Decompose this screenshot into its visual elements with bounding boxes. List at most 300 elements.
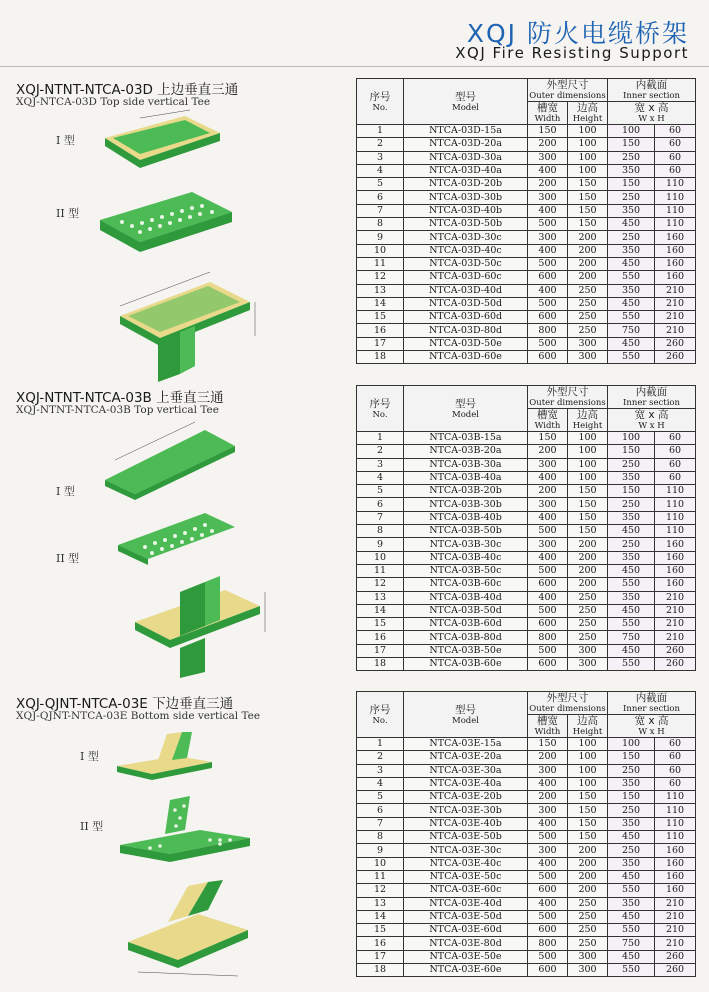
cell-ih: 60 [655,458,696,471]
cell-no: 13 [357,897,404,910]
cell-no: 8 [357,525,404,538]
cell-model: NTCA-03B-60d [404,618,528,631]
cell-w: 500 [528,604,568,617]
cell-w: 400 [528,591,568,604]
cell-no: 18 [357,351,404,364]
cell-w: 400 [528,511,568,524]
cell-ih: 210 [655,897,696,910]
cell-model: NTCA-03E-20b [404,791,528,804]
cell-ih: 60 [655,432,696,445]
section-2-type1-label: I 型 [56,485,75,498]
cell-no: 14 [357,910,404,923]
cell-model: NTCA-03E-40a [404,777,528,790]
table-row [357,151,696,164]
cell-model: NTCA-03E-50b [404,831,528,844]
cell-h: 200 [568,271,608,284]
cell-no: 1 [357,125,404,138]
cell-ih: 110 [655,218,696,231]
col-no-header: 序号 No. [357,386,404,432]
cell-iw: 100 [608,125,655,138]
cell-w: 600 [528,618,568,631]
cell-model: NTCA-03B-60e [404,658,528,671]
table-row [357,578,696,591]
table-row [357,244,696,257]
table-row [357,910,696,923]
cell-model: NTCA-03B-40b [404,511,528,524]
table-row [357,658,696,671]
cell-iw: 100 [608,432,655,445]
cell-iw: 350 [608,471,655,484]
cell-h: 250 [568,897,608,910]
cell-model: NTCA-03B-20a [404,445,528,458]
table-row [357,471,696,484]
section-2-type2-label: II 型 [56,552,80,565]
cell-h: 100 [568,751,608,764]
cell-w: 500 [528,950,568,963]
header-divider [0,66,709,67]
table-row [357,324,696,337]
cell-no: 17 [357,950,404,963]
cell-model: NTCA-03B-60c [404,578,528,591]
cell-h: 300 [568,964,608,977]
cell-model: NTCA-03D-30c [404,231,528,244]
cell-model: NTCA-03D-60e [404,351,528,364]
cell-iw: 350 [608,244,655,257]
table-row [357,817,696,830]
cell-model: NTCA-03B-80d [404,631,528,644]
cell-w: 400 [528,777,568,790]
table-row [357,125,696,138]
table-row [357,204,696,217]
cell-h: 250 [568,937,608,950]
cell-w: 600 [528,964,568,977]
cell-model: NTCA-03B-30b [404,498,528,511]
cell-w: 200 [528,485,568,498]
section-1-type2-tray-illustration [92,180,242,260]
cell-iw: 450 [608,644,655,657]
cell-iw: 350 [608,204,655,217]
cell-h: 100 [568,151,608,164]
section-3-type1-tray-illustration [112,728,222,783]
cell-model: NTCA-03D-80d [404,324,528,337]
cell-w: 600 [528,658,568,671]
cell-w: 500 [528,644,568,657]
table-row [357,738,696,751]
cell-w: 300 [528,538,568,551]
cell-no: 15 [357,924,404,937]
cell-h: 150 [568,831,608,844]
cell-w: 400 [528,471,568,484]
cell-h: 100 [568,125,608,138]
cell-h: 200 [568,257,608,270]
cell-ih: 210 [655,604,696,617]
table-row [357,644,696,657]
cell-h: 250 [568,591,608,604]
cell-w: 500 [528,831,568,844]
table-row [357,897,696,910]
cell-model: NTCA-03D-40a [404,164,528,177]
cell-ih: 60 [655,738,696,751]
cell-iw: 250 [608,231,655,244]
cell-h: 100 [568,445,608,458]
cell-model: NTCA-03D-50c [404,257,528,270]
cell-no: 4 [357,777,404,790]
cell-w: 500 [528,337,568,350]
table-row [357,458,696,471]
cell-w: 400 [528,551,568,564]
cell-no: 9 [357,538,404,551]
cell-h: 200 [568,231,608,244]
table-row [357,337,696,350]
cell-w: 200 [528,445,568,458]
col-inner-wh-header: 宽 x 高 W x H [608,409,696,432]
cell-iw: 450 [608,831,655,844]
page-title-en: XQJ Fire Resisting Support [455,44,689,62]
cell-h: 250 [568,924,608,937]
cell-model: NTCA-03B-20b [404,485,528,498]
cell-w: 200 [528,791,568,804]
table-row [357,271,696,284]
cell-iw: 750 [608,937,655,950]
cell-w: 400 [528,164,568,177]
section-3-subtitle: XQJ-QJNT-NTCA-03E Bottom side vertical Tee [16,710,261,722]
cell-ih: 210 [655,937,696,950]
section-3-type2-tray-illustration [110,790,260,865]
cell-w: 500 [528,870,568,883]
cell-iw: 150 [608,791,655,804]
cell-model: NTCA-03D-30a [404,151,528,164]
table-row [357,485,696,498]
section-2-type1-tray-illustration [95,420,245,500]
cell-ih: 60 [655,445,696,458]
section-1-type2-label: II 型 [56,207,80,220]
col-width-header: 槽宽 Width [528,409,568,432]
cell-model: NTCA-03D-20a [404,138,528,151]
cell-no: 17 [357,337,404,350]
table-row [357,231,696,244]
cell-no: 16 [357,937,404,950]
cell-model: NTCA-03B-15a [404,432,528,445]
cell-iw: 350 [608,777,655,790]
cell-ih: 160 [655,538,696,551]
cell-no: 12 [357,578,404,591]
table-row [357,138,696,151]
col-outer-header: 外型尺寸 Outer dimensions [529,79,606,101]
cell-model: NTCA-03D-30b [404,191,528,204]
cell-model: NTCA-03D-40c [404,244,528,257]
col-model-header: 型号 Model [404,79,528,125]
col-model-header: 型号 Model [404,692,528,738]
cell-w: 600 [528,311,568,324]
cell-h: 150 [568,485,608,498]
cell-ih: 60 [655,151,696,164]
cell-no: 2 [357,138,404,151]
cell-h: 100 [568,764,608,777]
cell-w: 600 [528,578,568,591]
cell-w: 300 [528,231,568,244]
col-inner-header: 内截面 Inner section [608,692,696,715]
cell-h: 150 [568,191,608,204]
cell-w: 150 [528,125,568,138]
cell-ih: 160 [655,857,696,870]
cell-ih: 210 [655,618,696,631]
cell-model: NTCA-03E-40b [404,817,528,830]
cell-iw: 450 [608,604,655,617]
cell-h: 150 [568,178,608,191]
cell-no: 16 [357,631,404,644]
table-row [357,924,696,937]
cell-h: 100 [568,432,608,445]
section-1-tee-illustration [100,266,270,384]
section-1-spec-table [356,78,696,364]
cell-no: 2 [357,445,404,458]
col-outer-header: 外型尺寸 Outer dimensions [529,692,606,714]
cell-iw: 450 [608,218,655,231]
cell-iw: 450 [608,257,655,270]
cell-h: 200 [568,884,608,897]
cell-iw: 250 [608,538,655,551]
section-2-spec-table [356,385,696,671]
cell-h: 250 [568,297,608,310]
cell-ih: 110 [655,204,696,217]
cell-h: 100 [568,164,608,177]
cell-w: 300 [528,191,568,204]
cell-h: 200 [568,870,608,883]
cell-ih: 110 [655,191,696,204]
col-inner-header: 内截面 Inner section [608,79,696,102]
cell-model: NTCA-03D-50b [404,218,528,231]
cell-h: 200 [568,844,608,857]
cell-iw: 350 [608,817,655,830]
cell-w: 400 [528,244,568,257]
table-row [357,791,696,804]
cell-w: 500 [528,218,568,231]
cell-no: 5 [357,178,404,191]
cell-ih: 210 [655,284,696,297]
cell-h: 100 [568,471,608,484]
cell-ih: 210 [655,631,696,644]
cell-w: 300 [528,764,568,777]
cell-no: 15 [357,311,404,324]
table-row [357,884,696,897]
table-row [357,764,696,777]
cell-w: 400 [528,284,568,297]
cell-model: NTCA-03E-30c [404,844,528,857]
cell-iw: 350 [608,284,655,297]
section-3-type2-label: II 型 [80,820,104,833]
cell-no: 5 [357,791,404,804]
cell-model: NTCA-03E-40d [404,897,528,910]
cell-no: 17 [357,644,404,657]
cell-model: NTCA-03E-60e [404,964,528,977]
cell-h: 250 [568,910,608,923]
col-model-header: 型号 Model [404,386,528,432]
cell-iw: 750 [608,631,655,644]
cell-model: NTCA-03E-50d [404,910,528,923]
cell-no: 6 [357,191,404,204]
col-height-header: 边高 Height [568,409,608,432]
table-row [357,804,696,817]
table-row [357,178,696,191]
section-2-type2-tray-illustration [110,505,240,565]
cell-iw: 250 [608,764,655,777]
cell-w: 800 [528,937,568,950]
cell-iw: 100 [608,738,655,751]
cell-no: 11 [357,870,404,883]
cell-h: 250 [568,618,608,631]
cell-model: NTCA-03D-60c [404,271,528,284]
cell-w: 400 [528,897,568,910]
cell-h: 100 [568,458,608,471]
cell-model: NTCA-03E-40c [404,857,528,870]
section-1-subtitle: XQJ-NTCA-03D Top side vertical Tee [16,96,211,108]
cell-iw: 550 [608,578,655,591]
cell-h: 200 [568,857,608,870]
cell-h: 200 [568,551,608,564]
cell-no: 3 [357,764,404,777]
cell-iw: 150 [608,485,655,498]
cell-iw: 550 [608,924,655,937]
cell-w: 300 [528,498,568,511]
cell-h: 300 [568,644,608,657]
table-row [357,218,696,231]
col-no-header: 序号 No. [357,692,404,738]
cell-no: 12 [357,884,404,897]
cell-iw: 450 [608,337,655,350]
cell-ih: 110 [655,817,696,830]
cell-iw: 350 [608,591,655,604]
table-row [357,432,696,445]
cell-model: NTCA-03E-60d [404,924,528,937]
cell-iw: 350 [608,164,655,177]
cell-no: 14 [357,604,404,617]
cell-ih: 210 [655,297,696,310]
table-row [357,591,696,604]
cell-w: 500 [528,257,568,270]
cell-iw: 150 [608,445,655,458]
cell-iw: 350 [608,857,655,870]
table-row [357,538,696,551]
table-row [357,964,696,977]
cell-iw: 450 [608,297,655,310]
cell-h: 100 [568,738,608,751]
cell-w: 300 [528,151,568,164]
cell-ih: 110 [655,525,696,538]
cell-h: 300 [568,950,608,963]
cell-model: NTCA-03E-20a [404,751,528,764]
cell-model: NTCA-03D-40b [404,204,528,217]
cell-no: 9 [357,844,404,857]
cell-model: NTCA-03B-50d [404,604,528,617]
cell-no: 16 [357,324,404,337]
cell-iw: 250 [608,498,655,511]
section-3-spec-table [356,691,696,977]
cell-iw: 550 [608,884,655,897]
cell-w: 500 [528,564,568,577]
table-row [357,564,696,577]
section-2-tee-illustration [125,572,285,680]
cell-iw: 250 [608,844,655,857]
cell-ih: 110 [655,511,696,524]
table-row [357,284,696,297]
cell-iw: 350 [608,511,655,524]
section-1-type1-label: I 型 [56,134,75,147]
cell-ih: 210 [655,324,696,337]
cell-model: NTCA-03B-50b [404,525,528,538]
cell-model: NTCA-03E-80d [404,937,528,950]
cell-no: 3 [357,458,404,471]
cell-model: NTCA-03E-50c [404,870,528,883]
table-row [357,618,696,631]
cell-iw: 450 [608,564,655,577]
section-1-type1-tray-illustration [95,108,225,170]
cell-no: 3 [357,151,404,164]
cell-no: 11 [357,564,404,577]
cell-w: 500 [528,910,568,923]
cell-ih: 210 [655,591,696,604]
col-inner-wh-header: 宽 x 高 W x H [608,102,696,125]
cell-iw: 550 [608,964,655,977]
cell-iw: 250 [608,458,655,471]
cell-h: 150 [568,525,608,538]
cell-h: 200 [568,564,608,577]
cell-h: 150 [568,804,608,817]
cell-w: 400 [528,817,568,830]
cell-iw: 350 [608,897,655,910]
section-2-title: XQJ-NTNT-NTCA-03B 上垂直三通 [16,390,224,406]
cell-iw: 450 [608,950,655,963]
cell-iw: 450 [608,525,655,538]
section-1-title: XQJ-NTNT-NTCA-03D 上边垂直三通 [16,82,239,98]
cell-h: 150 [568,498,608,511]
cell-iw: 250 [608,804,655,817]
cell-no: 13 [357,591,404,604]
cell-ih: 110 [655,498,696,511]
cell-ih: 110 [655,178,696,191]
col-width-header: 槽宽 Width [528,715,568,738]
cell-model: NTCA-03E-60c [404,884,528,897]
cell-no: 10 [357,857,404,870]
cell-no: 1 [357,738,404,751]
cell-ih: 160 [655,551,696,564]
cell-w: 600 [528,271,568,284]
cell-ih: 160 [655,884,696,897]
cell-ih: 210 [655,311,696,324]
cell-no: 7 [357,817,404,830]
cell-no: 4 [357,471,404,484]
cell-model: NTCA-03E-15a [404,738,528,751]
cell-no: 14 [357,297,404,310]
col-height-header: 边高 Height [568,715,608,738]
table-row [357,257,696,270]
col-outer-header: 外型尺寸 Outer dimensions [529,386,606,408]
table-row [357,844,696,857]
table-row [357,831,696,844]
cell-model: NTCA-03B-50c [404,564,528,577]
cell-model: NTCA-03D-50e [404,337,528,350]
cell-ih: 160 [655,244,696,257]
cell-no: 18 [357,658,404,671]
cell-ih: 260 [655,964,696,977]
table-row [357,777,696,790]
table-row [357,950,696,963]
cell-w: 200 [528,178,568,191]
cell-w: 150 [528,738,568,751]
cell-ih: 60 [655,471,696,484]
cell-ih: 160 [655,578,696,591]
cell-iw: 150 [608,751,655,764]
cell-ih: 260 [655,950,696,963]
